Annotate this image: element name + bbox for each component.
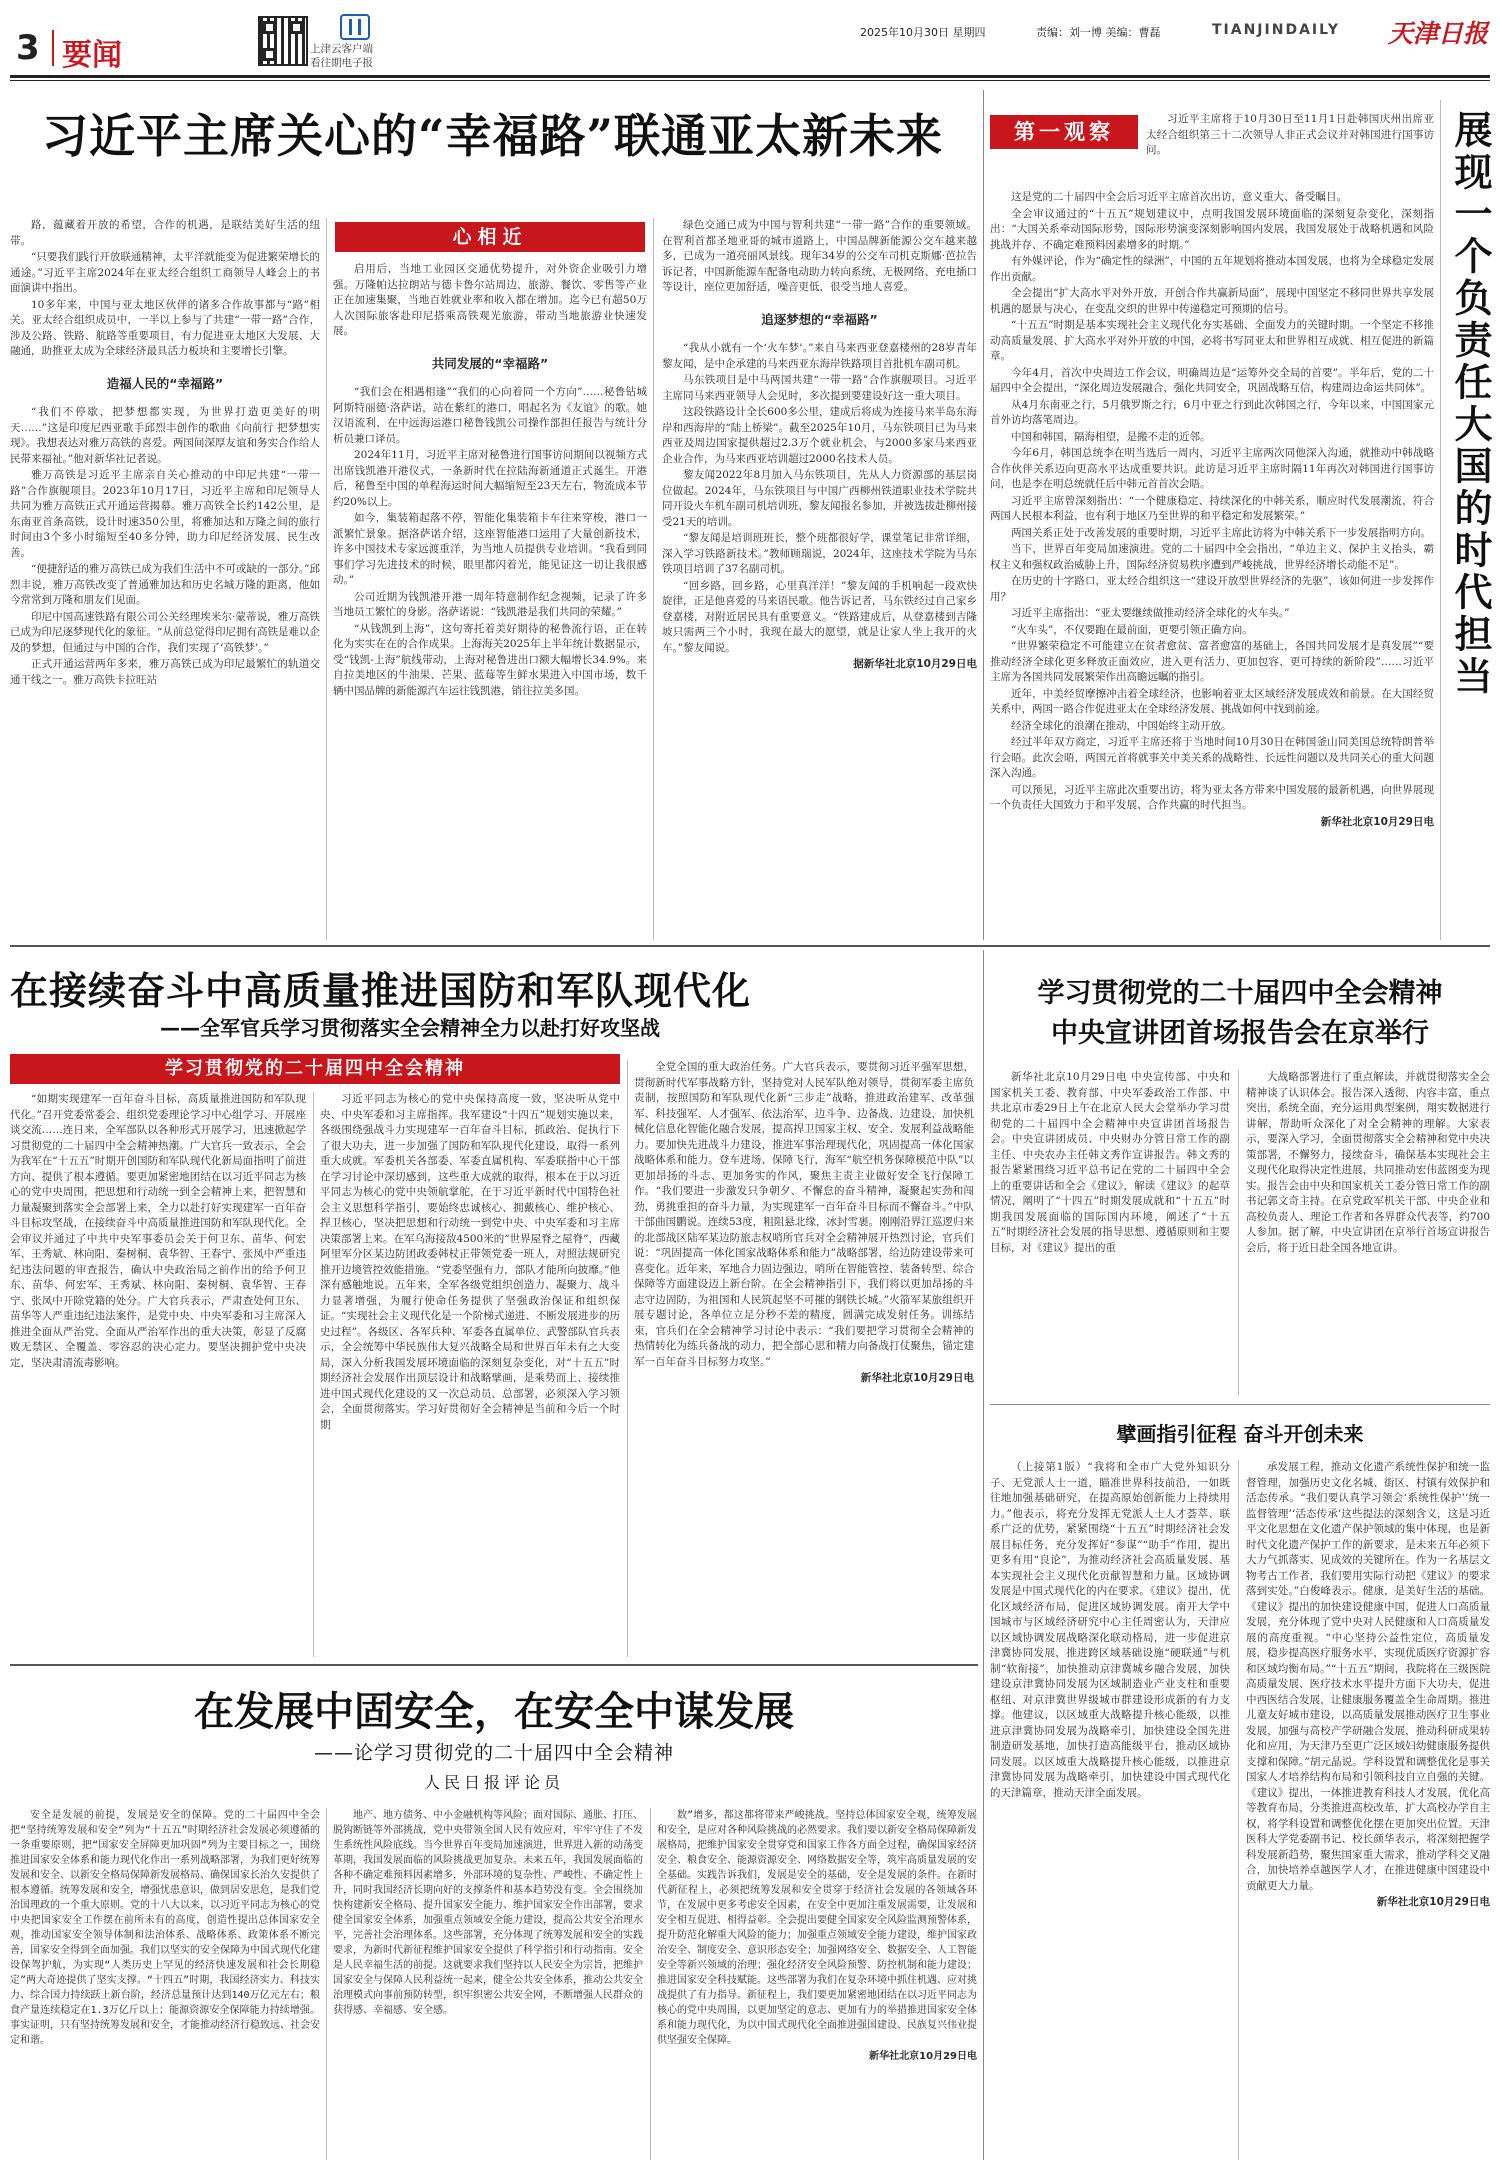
paragraph: “我们不停歇，把梦想都实现，为世界打造更美好的明天……”这是印度尼西亚歌手邱烈丰创作的歌曲《向前行 把梦想实现》。我想表达对雅万高铁的喜爱。两国间深厚友谊和务实合作给人民带来福祉。”他对新华社记者说。 xyxy=(10,406,320,465)
paragraph: 经过半年双方商定，习近平主席还将于当地时间10月30日在韩国釜山同美国总统特朗普举行会晤。此次会晤，两国元首将就事关中美关系的战略性、长远性问题以及共同关心的重大问题深入沟通。 xyxy=(990,736,1434,779)
art2-body xyxy=(990,190,1434,932)
app-caption xyxy=(310,42,373,70)
app-caption-line-2: 看往期电子报 xyxy=(310,57,373,69)
divider xyxy=(10,945,1490,947)
paragraph: 安全是发展的前提，发展是安全的保障。党的二十届四中全会把“坚持统筹发展和安全”列为“十五五”时期经济社会发展必须遵循的一条重要原则，把“国家安全屏障更加巩固”列为主要目标之一，围绕推进国家安全体系和能力现代化作出一系列战略部署，为我们更好统筹发展和安全、以新安全格局保障新发展格局、确保国家长治久安提供了根本遵循。统筹发展和安全，增强忧患意识，做到居安思危，是我们党治国理政的一个重大原则。党的十八大以来，以习近平同志为核心的党中央把国家安全工作摆在前所未有的高度，创造性提出总体国家安全观，推动国家安全领导体制和法治体系、战略体系、政策体系不断完善，国家安全得到全面加强。我们以坚实的安全保障为中国式现代化建设保驾护航，为实现“人类历史上罕见的经济快速发展和社会长期稳定”两大奇迹提供了坚实支撑。“十四五”时期，我国经济实力、科技实力、综合国力持续跃上新台阶，经济总量预计达到140万亿元左右；粮食产量连续稳定在1.3万亿斤以上；能源资源安全保障能力持续增强。事实证明，只有坚持统筹发展和安全，才能推动经济行稳致远、社会安定和谐。 xyxy=(10,1810,320,2046)
app-caption-line-1: 上津云客户端 xyxy=(310,43,373,55)
art5-sign: 新华社北京10月29日电 xyxy=(1376,1896,1490,1908)
paragraph: 今年6月，韩国总统李在明当选后一周内，习近平主席两次同他深入沟通，就推动中韩战略合作伙伴关系迈向更高水平达成重要共识。此访是习近平主席时隔11年再次对韩国进行国事访问，也是李在明总统就任后中韩元首首次会晤。 xyxy=(990,447,1434,490)
paragraph: 如今，集装箱起落不停，智能化集装箱卡车往来穿梭，港口一派繁忙景象。据洛萨诺介绍，这座智能港口运用了大量创新技术，许多中国技术专家远渡重洋，为当地人员提供专业培训。“我看到同事们学习先进技术的时候，眼里都闪着光，能见证这一切让我很感动。” xyxy=(333,512,647,586)
art3-col1 xyxy=(10,1092,306,1657)
art6-col2 xyxy=(333,1808,643,2160)
brand-logo: 天津日报 xyxy=(1388,19,1489,48)
paragraph: 习近平主席将于10月30日至11月1日赴韩国庆州出席亚太经合组织第三十二次领导人非正式会议并对韩国进行国事访问。 xyxy=(1146,113,1434,156)
section-title: 要闻 xyxy=(62,38,122,73)
paragraph: 两国关系正处于改善发展的重要时期，习近平主席此访将为中韩关系下一步发展指明方向。 xyxy=(1011,526,1431,539)
page-number: 3 xyxy=(16,28,40,68)
art4-col2 xyxy=(1246,1070,1490,1395)
art1-sign: 据新华社北京10月29日电 xyxy=(853,658,977,670)
date-line: 2025年10月30日 星期四 xyxy=(860,26,986,39)
paragraph: 这是党的二十届四中全会后习近平主席首次出访，意义重大、备受瞩目。 xyxy=(1011,191,1347,203)
art3-col3 xyxy=(634,1060,974,1657)
divider xyxy=(650,1808,651,2160)
art1-subheading-1: 造福人民的“幸福路” xyxy=(106,375,224,391)
editors-line: 责编：刘一博 美编：曹磊 xyxy=(1036,26,1161,39)
paragraph: “火车头”，不仅要跑在最前面，更要引领正确方向。 xyxy=(1011,623,1253,636)
art6-headline: 在发展中固安全，在安全中谋发展 xyxy=(194,1688,794,1735)
paragraph: 经济全球化的浪潮在推动，中国始终主动开放。 xyxy=(1011,719,1232,732)
paragraph: “黎友闻是培训班班长，整个班都很好学，课堂笔记非常详细，深入学习铁路新技术。”教师顾瑞说，2024年，这座技术学院为马东铁项目培训了37名副司机。 xyxy=(662,532,977,575)
divider xyxy=(326,1808,327,2160)
header-rule xyxy=(10,75,1490,78)
art3-sign: 新华社北京10月29日电 xyxy=(860,1372,974,1384)
paragraph: 马东铁项目是中马两国共建“一带一路”合作旗舰项目。习近平主席同马来西亚领导人会见时，多次提到要建设好这一重大项目。 xyxy=(662,374,977,402)
art1-headline: 习近平主席关心的“幸福路”联通亚太新未来 xyxy=(42,109,943,163)
art2-sign: 新华社北京10月29日电 xyxy=(1320,815,1434,828)
paragraph: “只要我们践行开放联通精神，太平洋就能变为促进繁荣增长的通途。”习近平主席2024年在亚太经合组织工商领导人峰会上的书面演讲中指出。 xyxy=(10,251,320,294)
art6-byline: 人民日报评论员 xyxy=(423,1773,564,1792)
paragraph: 10多年来，中国与亚太地区伙伴的诸多合作故事都与“路”相关。亚太经合组织成员中，一半以上参与了共建“一带一路”合作，涉及公路、铁路、航路等重要项目，有力促进亚太地区大发展、大融通，助推亚太成为全球经济最具活力板块和主要增长引擎。 xyxy=(10,298,320,357)
section-divider xyxy=(52,30,54,66)
paragraph: 有外媒评论，作为“确定性的绿洲”，中国的五年规划将推动本国发展，也将为全球稳定发展作出贡献。 xyxy=(990,255,1434,283)
paragraph: 印尼中国高速铁路有限公司公关经理埃米尔·蒙蒂说，雅万高铁已成为印尼逐梦现代化的象征。“从前总觉得印尼拥有高铁是难以企及的梦想，但通过与中国的合作，我们实现了‘高铁梦’。” xyxy=(10,610,320,654)
paragraph: 这段铁路设计全长600多公里，建成后将成为连接马来半岛东海岸和西海岸的“陆上桥梁”。截至2025年10月，马东铁项目已为马来西亚及周边国家提供超过2.3万个就业机会，与2000多家马来西亚企业合作，为马来西亚培训超过2000名技术人员。 xyxy=(662,406,977,465)
paragraph: “便捷舒适的雅万高铁已成为我们生活中不可或缺的一部分。”邱烈丰说，雅万高铁改变了普通雅加达和历史名城万隆的距离，他如今常常到万隆和朋友们见面。 xyxy=(10,563,320,606)
paragraph: 今年4月，首次中央周边工作会议，明确周边是“运筹外交全局的首要”。半年后，党的二十届四中全会提出，“深化周边发展融合，强化共同安全，巩固战略互信，构建周边命运共同体”。 xyxy=(990,366,1434,394)
paragraph: 公司近期为钱凯港开港一周年特意制作纪念视频，记录了许多当地员工繁忙的身影。洛萨诺说：“钱凯港是我们共同的荣耀。” xyxy=(333,590,647,618)
art4-headline-line-1: 学习贯彻党的二十届四中全会精神 xyxy=(1037,978,1443,1009)
divider xyxy=(990,1404,1490,1405)
paragraph: “回乡路，回乡路，心里真洋洋！”黎友闻的手机响起一段欢快旋律，正是他喜爱的马来语民歌。他告诉记者，马东铁经过自己家乡登嘉楼，对附近居民具有重要意义。“铁路建成后，从登嘉楼到吉隆坡只需两三个小时，我现在最大的愿望，就是让家人坐上我开的火车。”黎友闻说。 xyxy=(662,579,977,654)
paragraph: “从钱凯到上海”，这句寄托着美好期待的秘鲁流行语，正在转化为实实在在的合作成果。上海海关2025年上半年统计数据显示，受“钱凯-上海”航线带动，上海对秘鲁进出口额大幅增长34.9%。来自拉美地区的牛油果、芒果、蓝莓等生鲜水果进入中国市场，数千辆中国品牌的新能源汽车运往钱凯港，销往拉美多国。 xyxy=(333,622,647,697)
art3-headline: 在接续奋斗中高质量推进国防和军队现代化 xyxy=(10,968,752,1013)
art1-col1 xyxy=(10,218,320,940)
art4-headline-line-2: 中央宣讲团首场报告会在京举行 xyxy=(1051,1018,1429,1049)
divider xyxy=(1440,100,1441,940)
art5-col1 xyxy=(990,1460,1230,2160)
divider xyxy=(313,1092,314,1657)
paragraph: 绿色交通已成为中国与智利共建“一带一路”合作的重要领域。在智利首都圣地亚哥的城市道路上，中国品牌新能源公交车越来越多，已成为一道亮丽风景线。现年34岁的公交车司机克斯娜·芭拉告诉记者，中国新能源车配备电动助力转向系统、无极网络、充电插口等设计，座位更加舒适，噪音更低，很受当地人喜爱。 xyxy=(662,219,977,293)
art1-subheading-2: 共同发展的“幸福路” xyxy=(431,355,549,371)
paragraph: 新华社北京10月29日电 中央宣传部、中央和国家机关工委、教育部、中央军委政治工作部、中共北京市委29日上午在北京人民大会堂举办学习贯彻党的二十届四中全会精神中央宣讲团首场报告会。中央宣讲团成员、中央财办分管日常工作的副主任、中央农办主任韩文秀作宣讲报告。韩文秀的报告紧紧围绕习近平总书记在党的二十届四中全会上的重要讲话和全会《建议》，解读《建议》的起草情况，阐明了“十四五”时期发展成就和“十五五”时期我国发展面临的国际国内环境，阐述了“十五五”时期经济社会发展的指导思想、遵循原则和主要目标，对《建议》提出的重 xyxy=(990,1071,1230,1254)
art1-subheading-3: 追逐梦想的“幸福路” xyxy=(761,311,878,327)
app-logo-icon xyxy=(340,14,370,40)
divider xyxy=(983,950,984,2160)
art6-subhead: ——论学习贯彻党的二十届四中全会精神 xyxy=(313,1742,674,1764)
paragraph: 近年，中美经贸摩擦冲击着全球经济，也影响着亚太区域经济发展成效和前景。在大国经贸关系中，两国一路合作促进亚太在全球经济发展、挑战如何中找到前途。 xyxy=(990,687,1434,715)
divider xyxy=(983,90,984,940)
brand-en: TIANJINDAILY xyxy=(1212,22,1340,38)
paragraph: 正式开通运营两年多来，雅万高铁已成为印尼最繁忙的轨道交通干线之一。雅万高铁卡拉旺站 xyxy=(10,658,320,686)
paragraph: （上接第1版）“我将和全市广大党外知识分子、无党派人士一道，瞄准世界科技前沿，一如既往地加强基础研究，在提高原始创新能力上持续用力。”他表示，将充分发挥无党派人士人才荟萃、联系广泛的优势，紧紧围绕“十五五”时期经济社会发展目标任务，充分发挥好“参谋”“助手”作用，提出更多有用“良论”，为推动经济社会高质量发展、基本实现社会主义现代化贡献智慧和力量。区域协调发展是中国式现代化的内在要求。《建议》提出，优化区域经济布局，促进区域协调发展。南开大学中国城市与区域经济研究中心主任周密认为，天津应以区域协调发展战略深化联动格局，进一步促进京津冀协同发展，推进跨区域基础设施“硬联通”与机制“软衔接”，加快推动京津冀城乡融合发展，加快建设京津冀协同发展为区域制造业产业支柱和重要枢纽、对京津冀世界级城市群建设形成新的有力支撑。他建议，以区域重大战略提升核心能级，以推进京津冀协同发展为战略牵引，加快建设全国先进制造研发基地，加快打造高能级平台，推动区域协同发展。以区域重大战略提升核心能级，以推进京津冀协同发展为战略牵引，加快建设中国式现代化的天津篇章，推动天津全面发展。 xyxy=(990,1461,1230,1799)
art2-headline: 展现一个负责任大国的时代担当 xyxy=(1448,110,1493,698)
art6-sign: 新华社北京10月29日电 xyxy=(869,2051,977,2062)
paragraph: 黎友闻2022年8月加入马东铁项目，先从人力资源部的基层岗位做起。2024年，马东铁项目与中国广西柳州铁道职业技术学院共同开设火车机车副司机培训班，黎友闻报名参加，并被选拔赴柳州接受21天的培训。 xyxy=(662,469,977,528)
divider xyxy=(1238,1070,1239,1395)
paragraph: 2024年11月，习近平主席对秘鲁进行国事访问期间以视频方式出席钱凯港开港仪式，一条新时代在拉陆海新通道正式诞生。开港后，秘鲁至中国的单程海运时间大幅缩短至23天左右，物流成本节约20%以上。 xyxy=(333,449,647,508)
divider xyxy=(653,218,654,940)
qr-code[interactable] xyxy=(258,16,308,66)
art5-headline: 擘画指引征程 奋斗开创未来 xyxy=(1116,1422,1364,1446)
art5-col2 xyxy=(1246,1460,1490,2160)
paragraph: 承发展工程，推动文化遗产系统性保护和统一监督管理，加强历史文化名城、街区、村镇有效保护和活态传承。“我们要认真学习领会‘系统性保护’‘统一监督管理’‘活态传承’这些提法的深刻含义，这是习近平文化思想在文化遗产保护领域的集中体现，也是新时代文化遗产保护工作的新要求，是未来五年必须下大力气抓落实、见成效的关键所在。作为一名基层文物考古工作者，我们要用实际行动把《建议》的要求落到实处。”白俊峰表示。健康，是美好生活的基础。《建议》提出的加快建设健康中国，促进人口高质量发展，充分体现了党中央对人民健康和人口高质量发展的高度重视。“中心坚持公益性定位，高质量发展，稳步提高医疗服务水平，实现优质医疗资源扩容和区域均衡布局。”“十五五”期间，我院将在三级医院高质量发展、医疗技术水平提升方面下大功夫，促进中西医结合发展，让健康服务覆盖全生命周期。推进儿童友好城市建设，以高质量发展推动医疗卫生事业发展，加强与高校产学研融合发展，推动科研成果转化和应用，为天津乃至更广泛区域妇幼健康服务提供支撑和保障。”胡元晶说。学科设置和调整优化是事关国家人才培养结构布局和引领科技自立自强的关键。《建议》提出，一体推进教育科技人才发展，优化高等教育布局，分类推进高校改革，扩大高校办学自主权，将学科设置和调整优化摆在更加突出位置。天津医科大学党委副书记、校长颜华表示，将深刻把握学科发展新趋势，聚焦国家重大需求，推动学科交叉融合，加快培养卓越医学人才，在推进健康中国建设中贡献更大力量。 xyxy=(1246,1461,1490,1892)
divider xyxy=(10,1664,978,1666)
paragraph: “如期实现建军一百年奋斗目标，高质量推进国防和军队现代化。”召开党委常委会、组织党委理论学习中心组学习、开展座谈交流……连日来，全军部队以各种形式开展学习，迅速掀起学习贯彻党的二十届四中全会精神热潮。广大官兵一致表示，全会为我军在“十五五”时期开创国防和军队现代化新局面指明了前进方向、提供了根本遵循。要更加紧密地团结在以习近平同志为核心的党中央周围，把思想和行动统一到全会精神上来，把智慧和力量凝聚到落实全会部署上来，全力以赴打好实现建军一百年奋斗目标攻坚战，在接续奋斗中高质量推进国防和军队现代化。全会审议并通过了中共中央军事委员会关于何卫东、苗华、何宏军、王秀斌、林向阳、秦树桐、袁华智、王春宁、张凤中严重违纪违法问题的审查报告，确认中央政治局之前作出的给予何卫东、苗华、何宏军、王秀斌、林向阳、秦树桐、袁华智、王春宁、张凤中开除党籍的处分。广大官兵表示，严肃查处何卫东、苗华等人严重违纪违法案件，是党中央、中央军委和习主席深入推进全面从严治党、全面从严治军作出的重大决策，彰显了反腐败无禁区、全覆盖、零容忍的决心定力。要坚决拥护党中央决定，坚决肃清流毒影响。 xyxy=(10,1093,306,1369)
art4-headline xyxy=(990,974,1490,1054)
paragraph: 雅万高铁是习近平主席亲自关心推动的中印尼共建“一带一路”合作旗舰项目。2023年10月17日，习近平主席和印尼领导人共同为雅万高铁正式开通运营揭幕。雅万高铁全长约142公里，是东南亚首条高铁，设计时速350公里，将雅加达和万隆之间的旅行时间由3个多小时缩短至40多分钟，助力印尼经济发展、民生改善。 xyxy=(10,469,320,559)
paragraph: 路，蕴藏着开放的希望，合作的机遇，是联结美好生活的纽带。 xyxy=(10,219,320,247)
art3-redbar: 学习贯彻党的二十届四中全会精神 xyxy=(10,1054,620,1084)
art2-redbar: 第一观察 xyxy=(990,115,1138,149)
paragraph: 习近平主席指出：“亚太要继续做推动经济全球化的火车头。” xyxy=(1011,607,1290,619)
art1-col2 xyxy=(333,262,647,940)
paragraph: 数”增多，都这都将带来严峻挑战。坚持总体国家安全观，统筹发展和安全，是应对各种风险挑战的必然要求。我们要以新安全格局保障新发展格局，把维护国家安全贯穿党和国家工作各方面全过程，确保国家经济安全、粮食安全、能源资源安全、网络数据安全等，筑牢高质量发展的安全基础。实践告诉我们，发展是安全的基础，安全是发展的条件。在新时代新征程上，必须把统筹发展和安全贯穿于经济社会发展的各领域各环节，在发展中更多考虑安全因素，在安全中更加注重发展需要，让发展和安全相互促进、相得益彰。全会提出要健全国家安全风险监测预警体系，提升防范化解重大风险的能力；加强重点领域安全能力建设，维护国家政治安全、制度安全、意识形态安全；加强网络安全、数据安全、人工智能安全等新兴领域的治理；强化经济安全风险预警、防控机制和能力建设；推进国家安全科技赋能。这些部署为我们在复杂环境中抓住机遇、应对挑战提供了有力指导。新征程上，我们要更加紧密地团结在以习近平同志为核心的党中央周围，以更加坚定的意志、更加有力的举措推进国家安全体系和能力现代化，为以中国式现代化全面推进强国建设、民族复兴伟业提供坚强安全保障。 xyxy=(657,1810,977,2046)
art3-col2 xyxy=(320,1092,620,1657)
paragraph: 全会审议通过的“十五五”规划建议中，点明我国发展环境面临的深刻复杂变化，深刻指出：“大国关系牵动国际形势，国际形势演变深刻影响国内发展，我国发展处于战略机遇和风险挑战并存、不确定难预料因素增多的时期。” xyxy=(990,207,1434,251)
paragraph: 从4月东南亚之行，5月俄罗斯之行，6月中亚之行到此次韩国之行，今年以来，中国国家元首外访均落笔周边。 xyxy=(990,398,1434,426)
art2-lead xyxy=(1146,112,1434,187)
art6-col3 xyxy=(657,1808,977,2160)
art4-col1 xyxy=(990,1070,1230,1395)
paragraph: 在历史的十字路口，亚太经合组织这一“建设开放型世界经济的先驱”，该如何进一步发挥作用？ xyxy=(990,575,1434,603)
divider xyxy=(326,218,327,940)
art6-col1 xyxy=(10,1808,320,2160)
paragraph: 习近平同志为核心的党中央保持高度一致，坚决听从党中央、中央军委和习主席指挥。我军建设“十四五”规划实施以来，各级围绕强战斗力实现建军一百年奋斗目标，抓政治、促执行下了很大功夫，进一步加强了国防和军队现代化建设，取得一系列重大成就。军委机关各部委、军委直属机构、军委联指中心干部在学习讨论中深切感到，这些重大成就的取得，根本在于以习近平同志为核心的党中央领航掌舵，在于习近平新时代中国特色社会主义思想科学指引，要始终忠诚核心、拥戴核心、维护核心、捍卫核心，坚决把思想和行动统一到党中央、中央军委和习主席决策部署上来。在军乌海接敌4500米的“世界屋脊之屋脊”，西藏阿里军分区某边防团政委韩杖正带领党委一班人，对照法规研究推开边境管控效能措施。“党委坚强有力，部队才能所向披靡。”他深有感触地说。五年来，全军各级党组织创造力、凝聚力、战斗力显著增强，为履行使命任务提供了坚强政治保证和组织保证。“实现社会主义现代化是一个阶梯式递进、不断发展进步的历史过程”。各级区、各军兵种、军委各直属单位、武警部队官兵表示，全会统筹中华民族伟大复兴战略全局和世界百年未有之大变局，深入分析我国发展环境面临的深刻复杂变化，对“十五五”时期经济社会发展作出顶层设计和战略擘画，是乘势而上、接续推进中国式现代化建设的又一次总动员、总部署，必须深入学习领会，全面贯彻落实。学习好贯彻好全会精神是当前和今后一个时期 xyxy=(320,1093,620,1431)
header-rule-thin xyxy=(10,80,1490,81)
art1-col3 xyxy=(662,218,977,940)
paragraph: 大战略部署进行了重点解读，并就贯彻落实全会精神谈了认识体会。报告深入透彻，内容丰富，重点突出，系统全面，充分运用典型案例，翔实数据进行讲解，帮助听众深化了对全会精神的理解。大家表示，要深入学习，全面贯彻落实全会精神和党中央决策部署，不懈努力，接续奋斗，确保基本实现社会主义现代化取得决定性进展，共同推动宏伟蓝图变为现实。报告会由中央和国家机关工委分管日常工作的副书记郭文奇主持。在京党政军机关干部、中央企业和高校负责人、理论工作者和各界群众代表等，约700人参加。据了解，中央宣讲团在京举行首场宣讲报告会后，将于近日赴全国各地宣讲。 xyxy=(1246,1071,1490,1254)
paragraph: 地产、地方债务、中小金融机构等风险；面对国际、通胀、打压、脱钩断链等外部挑战，党中央带领全国人民有效应对，牢牢守住了不发生系统性风险底线。当今世界百年变局加速演进，世界进入新的动荡变革期，我国发展面临的风险挑战更加复杂。未来五年，我国发展面临的各种不确定难预料因素增多，外部环境的复杂性、严峻性、不确定性上升，同时我国经济长期向好的支撑条件和基本趋势没有变。全会围绕加快构建新安全格局、提升国家安全能力、维护国家安全作出部署，要求健全国家安全体系，加强重点领域安全能力建设，提高公共安全治理水平，完善社会治理体系。这些部署，充分体现了统筹发展和安全的实践要求，为新时代新征程维护国家安全提供了科学指引和行动指南。安全是人民幸福生活的前提。这就要求我们坚持以人民安全为宗旨，把维护国家安全与保障人民利益统一起来，健全公共安全体系，推动公共安全治理模式向事前预防转型，织牢织密公共安全网，不断增强人民群众的获得感、幸福感、安全感。 xyxy=(333,1810,643,2016)
paragraph: 全党全国的重大政治任务。广大官兵表示，要贯彻习近平强军思想，贯彻新时代军事战略方针，坚持党对人民军队绝对领导，贯彻军委主席负责制，按照国防和军队现代化新“三步走”战略，推进政治建军、改革强军、科技强军、人才强军、依法治军，边斗争、边备战、边建设，加快机械化信息化智能化融合发展，提高捍卫国家主权、安全、发展利益战略能力。要加快先进战斗力建设，推进军事治理现代化，巩固提高一体化国家战略体系和能力。登车进场、保障飞行，海军“航空机务保障模范中队”以更加昂扬的斗志、更加务实的作风，聚焦主责主业做好安全飞行保障工作。“我们要进一步激发只争朝夕、不懈怠的奋斗精神，凝聚起实劲和闯劲，勇挑重担的奋斗力量，为实现建军一百年奋斗目标而不懈奋斗。”中队干部曲国鹏说。连续53度，粗阻悬北缘，冰封雪裹。刚刚沿界江巡逻归来的北部战区陆军某边防旅志权哨所官兵对全会精神展开热烈讨论，官兵们说：“巩固提高一体化国家战略体系和能力”战略部署，给边防建设带来可喜变化。近年来，军地合力固边强边，哨所在智能管控、装备转型、综合保障等方面建设迈上新台阶。在全会精神指引下，我们将以更加昂扬的斗志守边固防，为祖国和人民筑起坚不可摧的钢铁长城。”火箭军某旅组织开展专题讨论，各单位立足分秒不差的精度，圆满完成发射任务。训练结束，官兵们在全会精神学习讨论中表示：“我们要把学习贯彻全会精神的热情转化为练兵备战的动力，把全部心思和精力向备战打仗聚焦，锚定建军一百年奋斗目标努力攻坚。” xyxy=(634,1061,974,1368)
paragraph: 启用后，当地工业园区交通优势提升，对外资企业吸引力增强。万隆帕达拉朗站与德卡鲁尔站周边，旅游、餐饮、零售等产业正在加速集聚，当地百姓就业率和收入都在增加。迄今已有超50万人次国际旅客赴印尼搭乘高铁观光旅游，带动当地旅游业快速发展。 xyxy=(333,263,647,337)
paragraph: “十五五”时期是基本实现社会主义现代化夯实基础、全面发力的关键时期。一个坚定不移推动高质量发展、扩大高水平对外开放的中国，必将书写同亚太和世界相互成就、相互促进的新篇章。 xyxy=(990,319,1434,362)
paragraph: “我从小就有一个‘火车梦’。”来自马来西亚登嘉楼州的28岁青年黎友闻，是中企承建的马来西亚东海岸铁路项目首批机车副司机。 xyxy=(662,342,977,370)
paragraph: 习近平主席曾深刻指出：“一个健康稳定、持续深化的中韩关系，顺应时代发展潮流，符合两国人民根本利益，也有利于地区乃至世界的和平稳定和发展繁荣。” xyxy=(990,494,1434,522)
paragraph: 全会提出“扩大高水平对外开放，开创合作共赢新局面”，展现中国坚定不移同世界共享发展机遇的愿景与决心，在变乱交织的世界中传递稳定可预期的信号。 xyxy=(990,287,1434,315)
paragraph: 可以预见，习近平主席此次重要出访，将为亚太各方带来中国发展的最新机遇，向世界展现一个负责任大国致力于和平发展、合作共赢的时代担当。 xyxy=(990,783,1434,811)
art3-subhead: ——全军官兵学习贯彻落实全会精神全力以赴打好攻坚战 xyxy=(160,1016,660,1040)
art1-redbar: 心相近 xyxy=(335,222,645,252)
paragraph: “世界繁荣稳定不可能建立在贫者愈贫、富者愈富的基础上，各国共同发展才是真发展”“要推动经济全球化更多释放正面效应，进入更有活力、更加包容、更可持续的新阶段”……习近平主席为各国共同发展繁荣作出高瞻远瞩的指引。 xyxy=(990,640,1434,683)
paragraph: 中国和韩国，隔海相望，是搬不走的近邻。 xyxy=(1011,430,1211,443)
paragraph: 当下，世界百年变局加速演进。党的二十届四中全会指出，“单边主义、保护主义抬头，霸权主义和强权政治威胁上升，国际经济贸易秩序遭到严峻挑战，世界经济增长动能不足”。 xyxy=(990,543,1434,571)
divider xyxy=(1238,1460,1239,2160)
divider xyxy=(627,1060,628,1657)
paragraph: “我们会在相遇相逢”“我们的心向着同一个方向”……秘鲁钻城阿斯特丽德·洛萨诺，站在紫红的港口，唱起名为《友谊》的歌。她汉语流利，在中远海运港口秘鲁钱凯公司操作部担任报告与统计分析员兼口译员。 xyxy=(333,386,647,445)
